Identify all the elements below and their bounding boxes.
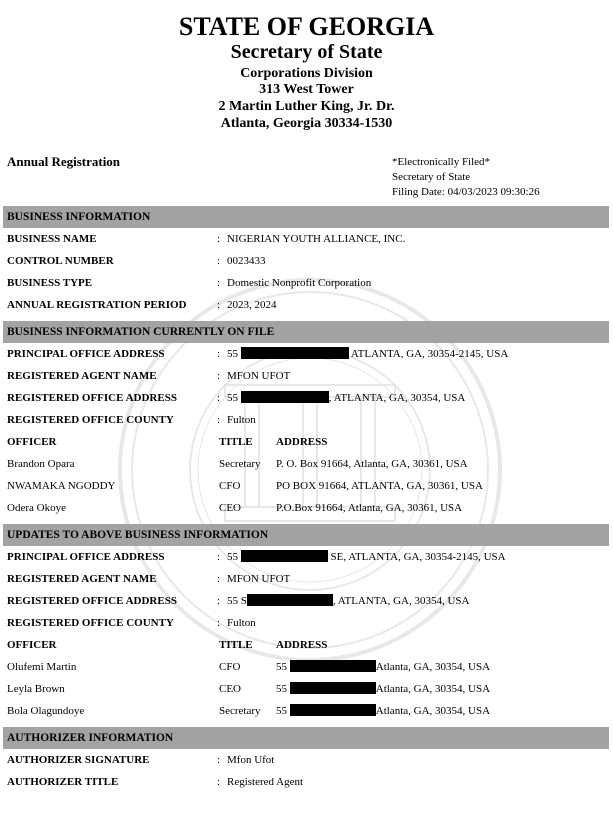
principal-office-row bbox=[3, 343, 609, 365]
redaction-block bbox=[241, 550, 328, 562]
section-header: BUSINESS INFORMATION bbox=[3, 206, 609, 228]
column-header-officer: OFFICER bbox=[7, 639, 57, 651]
section-header: BUSINESS INFORMATION CURRENTLY ON FILE bbox=[3, 321, 609, 343]
address-prefix: 55 bbox=[227, 348, 238, 360]
field-value: Fulton bbox=[227, 617, 256, 629]
field-label: REGISTERED OFFICE ADDRESS bbox=[7, 595, 177, 607]
field-label: REGISTERED AGENT NAME bbox=[7, 370, 157, 382]
authorizer-section bbox=[3, 727, 609, 793]
authorizer-title-row bbox=[3, 771, 609, 793]
colon: : bbox=[217, 754, 221, 766]
address-prefix: 55 bbox=[276, 705, 287, 717]
address-suffix: SE, ATLANTA, GA, 30354-2145, USA bbox=[327, 551, 506, 563]
officer-name: Brandon Opara bbox=[7, 458, 75, 470]
address-prefix: 55 bbox=[227, 392, 238, 404]
address-suffix: Atlanta, GA, 30354, USA bbox=[375, 661, 491, 673]
officer-row bbox=[3, 497, 609, 519]
county-row bbox=[3, 612, 609, 634]
officer-title: CEO bbox=[219, 502, 241, 514]
field-value bbox=[227, 343, 508, 365]
field-value: MFON UFOT bbox=[227, 573, 291, 585]
officer-name: Odera Okoye bbox=[7, 502, 66, 514]
colon: : bbox=[217, 348, 221, 360]
division-name: Corporations Division bbox=[240, 66, 373, 81]
field-value bbox=[227, 546, 506, 568]
officer-name: Olufemi Martin bbox=[7, 661, 77, 673]
colon: : bbox=[217, 414, 221, 426]
field-label: ANNUAL REGISTRATION PERIOD bbox=[7, 299, 187, 311]
address-prefix: 55 S bbox=[227, 595, 247, 607]
address-prefix: 55 bbox=[276, 661, 287, 673]
field-value: 0023433 bbox=[227, 255, 266, 267]
field-label: AUTHORIZER TITLE bbox=[7, 776, 119, 788]
officer-title: Secretary bbox=[219, 458, 261, 470]
colon: : bbox=[217, 392, 221, 404]
officer-name: NWAMAKA NGODDY bbox=[7, 480, 116, 492]
agent-name-row bbox=[3, 365, 609, 387]
filing-status: *Electronically Filed* bbox=[392, 156, 491, 168]
officer-row bbox=[3, 656, 609, 678]
colon: : bbox=[217, 595, 221, 607]
field-value: MFON UFOT bbox=[227, 370, 291, 382]
officer-title: CEO bbox=[219, 683, 241, 695]
redaction-block bbox=[241, 391, 329, 403]
column-header-officer: OFFICER bbox=[7, 436, 57, 448]
authorizer-signature-row bbox=[3, 749, 609, 771]
colon: : bbox=[217, 233, 221, 245]
document-type: Annual Registration bbox=[7, 154, 121, 169]
business-name-row bbox=[3, 228, 609, 250]
colon: : bbox=[217, 776, 221, 788]
colon: : bbox=[217, 299, 221, 311]
field-label: PRINCIPAL OFFICE ADDRESS bbox=[7, 551, 165, 563]
officer-address bbox=[276, 656, 490, 678]
column-header-address: ADDRESS bbox=[276, 639, 328, 651]
officer-row bbox=[3, 700, 609, 722]
officer-address bbox=[276, 678, 490, 700]
field-value: Domestic Nonprofit Corporation bbox=[227, 277, 372, 289]
registered-office-row bbox=[3, 387, 609, 409]
updates-section bbox=[3, 524, 609, 722]
address-suffix: Atlanta, GA, 30354, USA bbox=[375, 683, 491, 695]
field-value: NIGERIAN YOUTH ALLIANCE, INC. bbox=[227, 233, 406, 245]
colon: : bbox=[217, 573, 221, 585]
field-label: BUSINESS NAME bbox=[7, 233, 97, 245]
officer-address: PO BOX 91664, ATLANTA, GA, 30361, USA bbox=[276, 480, 483, 492]
office-address-line3: Atlanta, Georgia 30334-1530 bbox=[220, 116, 393, 131]
redaction-block bbox=[290, 704, 376, 716]
officer-row bbox=[3, 453, 609, 475]
field-label: BUSINESS TYPE bbox=[7, 277, 93, 289]
section-header: UPDATES TO ABOVE BUSINESS INFORMATION bbox=[3, 524, 609, 546]
business-type-row bbox=[3, 272, 609, 294]
officer-title: CFO bbox=[219, 480, 241, 492]
office-address-line2: 2 Martin Luther King, Jr. Dr. bbox=[218, 99, 395, 114]
officer-name: Leyla Brown bbox=[7, 683, 65, 695]
field-label: REGISTERED OFFICE ADDRESS bbox=[7, 392, 177, 404]
colon: : bbox=[217, 255, 221, 267]
state-title: STATE OF GEORGIA bbox=[178, 12, 435, 41]
address-prefix: 55 bbox=[227, 551, 238, 563]
column-header-title: TITLE bbox=[219, 436, 253, 448]
colon: : bbox=[217, 551, 221, 563]
officer-address bbox=[276, 700, 490, 722]
field-label: REGISTERED AGENT NAME bbox=[7, 573, 157, 585]
address-prefix: 55 bbox=[276, 683, 287, 695]
filing-date: Filing Date: 04/03/2023 09:30:26 bbox=[392, 186, 540, 198]
control-number-row bbox=[3, 250, 609, 272]
current-information-section bbox=[3, 321, 609, 519]
office-title: Secretary of State bbox=[230, 41, 383, 63]
field-value bbox=[227, 387, 465, 409]
county-row bbox=[3, 409, 609, 431]
office-address-line1: 313 West Tower bbox=[259, 82, 354, 97]
officer-row bbox=[3, 678, 609, 700]
registration-period-row bbox=[3, 294, 609, 316]
address-suffix: Atlanta, GA, 30354, USA bbox=[375, 705, 491, 717]
field-label: REGISTERED OFFICE COUNTY bbox=[7, 414, 174, 426]
colon: : bbox=[217, 277, 221, 289]
business-information-section bbox=[3, 206, 609, 316]
address-suffix: , ATLANTA, GA, 30354, USA bbox=[332, 595, 470, 607]
officer-table-header bbox=[3, 431, 609, 453]
filing-authority: Secretary of State bbox=[392, 171, 471, 183]
address-suffix: ATLANTA, GA, 30354-2145, USA bbox=[350, 348, 509, 360]
field-value bbox=[227, 590, 470, 612]
officer-table-header bbox=[3, 634, 609, 656]
field-label: PRINCIPAL OFFICE ADDRESS bbox=[7, 348, 165, 360]
field-value: 2023, 2024 bbox=[227, 299, 277, 311]
officer-address: P.O.Box 91664, Atlanta, GA, 30361, USA bbox=[276, 502, 463, 514]
officer-address: P. O. Box 91664, Atlanta, GA, 30361, USA bbox=[276, 458, 468, 470]
field-label: AUTHORIZER SIGNATURE bbox=[7, 754, 150, 766]
column-header-title: TITLE bbox=[219, 639, 253, 651]
field-value: Fulton bbox=[227, 414, 256, 426]
section-header: AUTHORIZER INFORMATION bbox=[3, 727, 609, 749]
colon: : bbox=[217, 617, 221, 629]
address-suffix: , ATLANTA, GA, 30354, USA bbox=[328, 392, 466, 404]
column-header-address: ADDRESS bbox=[276, 436, 328, 448]
filing-stamp bbox=[392, 155, 540, 200]
colon: : bbox=[217, 370, 221, 382]
officer-row bbox=[3, 475, 609, 497]
redaction-block bbox=[290, 660, 376, 672]
officer-title: CFO bbox=[219, 661, 241, 673]
agent-name-row bbox=[3, 568, 609, 590]
officer-title: Secretary bbox=[219, 705, 261, 717]
redaction-block bbox=[290, 682, 376, 694]
officer-name: Bola Olagundoye bbox=[7, 705, 85, 717]
redaction-block bbox=[247, 594, 333, 606]
field-value: Registered Agent bbox=[227, 776, 304, 788]
principal-office-row bbox=[3, 546, 609, 568]
redaction-block bbox=[241, 347, 349, 359]
registered-office-row bbox=[3, 590, 609, 612]
field-label: CONTROL NUMBER bbox=[7, 255, 114, 267]
field-label: REGISTERED OFFICE COUNTY bbox=[7, 617, 174, 629]
field-value: Mfon Ufot bbox=[227, 754, 275, 766]
